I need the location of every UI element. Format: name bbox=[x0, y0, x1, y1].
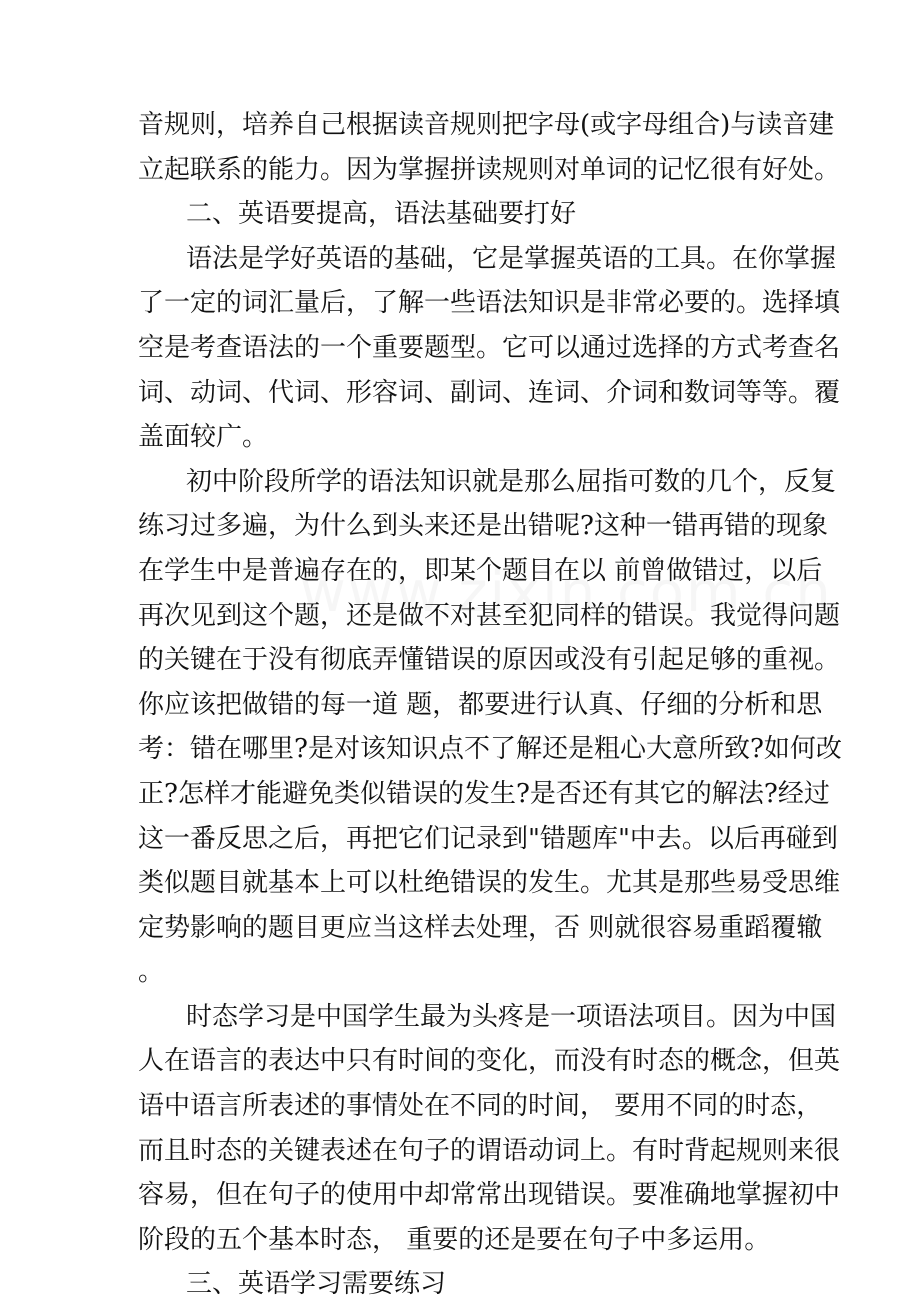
text-line: 空是考查语法的一个重要题型。它可以通过选择的方式考查名 bbox=[138, 332, 841, 363]
text-line: 词、动词、代词、形容词、副词、连词、介词和数词等等。覆 bbox=[138, 377, 841, 408]
text-line: 你应该把做错的每一道 题，都要进行认真、仔细的分析和思 bbox=[138, 689, 823, 720]
text-line: 了一定的词汇量后，了解一些语法知识是非常必要的。选择填 bbox=[138, 288, 841, 319]
text-line: 音规则，培养自己根据读音规则把字母(或字母组合)与读音建 bbox=[138, 110, 835, 140]
text-line: 考：错在哪里?是对该知识点不了解还是粗心大意所致?如何改 bbox=[138, 734, 842, 765]
text-line: 人在语言的表达中只有时间的变化，而没有时态的概念，但英 bbox=[138, 1046, 841, 1077]
text-line: 立起联系的能力。因为掌握拼读规则对单词的记忆很有好处。 bbox=[138, 154, 841, 185]
text-line: 定势影响的题目更应当这样去处理，否 则就很容易重蹈覆辙 bbox=[138, 912, 823, 943]
text-line: 而且时态的关键表述在句子的谓语动词上。有时背起规则来很 bbox=[138, 1135, 841, 1166]
text-line: 语法是学好英语的基础，它是掌握英语的工具。在你掌握 bbox=[186, 243, 837, 274]
text-line: 时态学习是中国学生最为头疼是一项语法项目。因为中国 bbox=[186, 1001, 837, 1032]
text-line: 练习过多遍，为什么到头来还是出错呢?这种一错再错的现象 bbox=[138, 511, 828, 542]
text-line: 正?怎样才能避免类似错误的发生?是否还有其它的解法?经过 bbox=[138, 778, 830, 809]
text-line: 盖面较广。 bbox=[138, 422, 269, 453]
document-body bbox=[138, 103, 842, 1307]
text-line: 类似题目就基本上可以杜绝错误的发生。尤其是那些易受思维 bbox=[138, 868, 841, 899]
text-line: 。 bbox=[138, 957, 165, 988]
text-line: 语中语言所表述的事情处在不同的时间， 要用不同的时态， bbox=[138, 1091, 823, 1122]
text-line: 再次见到这个题，还是做不对甚至犯同样的错误。我觉得问题 bbox=[138, 600, 841, 631]
section-heading: 二、英语要提高，语法基础要打好 bbox=[186, 199, 577, 230]
section-heading: 三、英语学习需要练习 bbox=[186, 1269, 447, 1300]
text-line: 阶段的五个基本时态， 重要的还是要在句子中多运用。 bbox=[138, 1224, 771, 1255]
text-line: 容易，但在句子的使用中却常常出现错误。要准确地掌握初中 bbox=[138, 1180, 841, 1211]
text-line: 这一番反思之后，再把它们记录到"错题库"中去。以后再碰到 bbox=[138, 823, 838, 854]
text-line: 在学生中是普遍存在的，即某个题目在以 前曾做错过，以后 bbox=[138, 555, 823, 586]
text-line: 的关键在于没有彻底弄懂错误的原因或没有引起足够的重视。 bbox=[138, 645, 841, 676]
text-line: 初中阶段所学的语法知识就是那么屈指可数的几个，反复 bbox=[186, 466, 837, 497]
